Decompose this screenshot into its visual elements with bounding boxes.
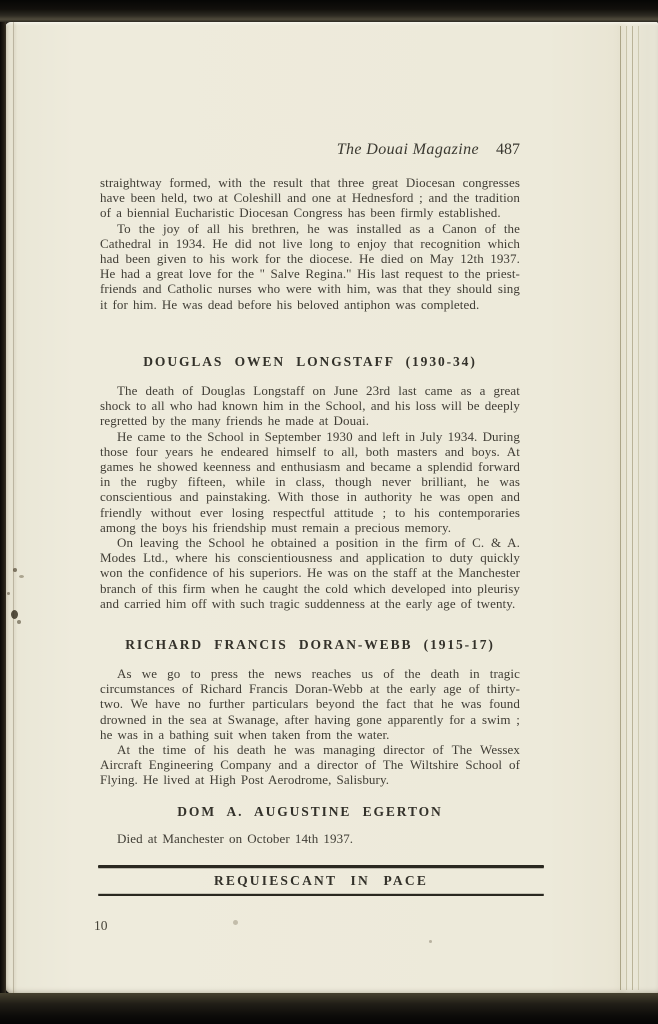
foxing-spot: [429, 940, 432, 943]
folio-number: 10: [94, 918, 108, 933]
foxing-spot: [19, 575, 24, 578]
obituary-longstaff-text: [100, 383, 520, 611]
obituary-egerton-text: [100, 831, 520, 846]
page-number: 487: [496, 141, 520, 158]
foxing-spot: [233, 920, 238, 925]
requiescant-text: REQUIESCANT IN PACE: [213, 872, 429, 888]
foxing-spot: [11, 610, 18, 619]
running-head: [100, 141, 520, 159]
fore-edge-page-line: [632, 26, 633, 990]
paragraph: To the joy of all his brethren, he was installed as a Canon of the Cathedral in 1934. He did not live long to enjoy that recognition which had been given to his work for the diocese. He died on May 12th 1937. He had a great love for the " Salve Regina." His last request to the priest-friends and Catholic nurses who were with him, was that they should sing it for him. He was dead before his beloved antiphon was completed.: [100, 220, 520, 312]
obituary-heading-longstaff: DOUGLAS OWEN LONGSTAFF (1930-34): [143, 354, 477, 369]
fore-edge-page-line: [626, 26, 627, 990]
fore-edge-page-line: [620, 26, 621, 990]
magazine-title: The Douai Magazine: [336, 141, 479, 158]
page-paper: [5, 22, 658, 994]
foxing-spot: [13, 568, 17, 572]
paragraph: straightway formed, with the result that three great Diocesan congresses have been held, two at Coleshill and one at Hednesford ; and the tradition of a biennial Eucharistic Diocesan Congress has been firmly established.: [100, 175, 520, 221]
paragraph: The death of Douglas Longstaff on June 23rd last came as a great shock to all who had known him in the School, and his loss will be deeply regretted by the many friends he made at Douai.: [100, 383, 520, 429]
book-cover-top-edge: [0, 0, 658, 23]
paragraph: He came to the School in September 1930 and left in July 1934. During those four years he endeared himself to all, both masters and boys. At games he showed keenness and enthusiasm and became a splendid forward in the rugby fifteen, while in class, though never brilliant, he was conscientious and painstaking. With those in authority he was open and friendly without ever losing respectful attitude ; to his contemporaries among the boys his friendship must remain a precious memory.: [100, 428, 520, 535]
foxing-spot: [7, 592, 10, 595]
book-cover-bottom-edge: [0, 993, 658, 1024]
rule-line-top: [98, 865, 544, 868]
obituary-continuation-text: [100, 175, 520, 312]
requiescant-banner: [98, 865, 544, 896]
foxing-spot: [17, 620, 21, 624]
obituary-heading-doran-webb: RICHARD FRANCIS DORAN-WEBB (1915-17): [125, 637, 495, 652]
paragraph: As we go to press the news reaches us of the death in tragic circumstances of Richard Francis Doran-Webb at the early age of thirty-two. We have no further particulars beyond the fact that he was found drowned in the sea at Swanage, after having gone apparently for a swim ; he was in a bathing suit when taken from the water.: [100, 666, 520, 742]
book-binding-left-edge: [0, 22, 6, 994]
obituary-doran-webb-text: [100, 666, 520, 788]
fore-edge-page-line: [638, 26, 639, 990]
obituary-heading-egerton: DOM A. AUGUSTINE EGERTON: [177, 804, 443, 819]
paragraph: Died at Manchester on October 14th 1937.: [117, 831, 354, 846]
paragraph: At the time of his death he was managing director of The Wessex Aircraft Engineering Company and a director of The Wiltshire School of Flying. He lived at High Post Aerodrome, Salisbury.: [100, 742, 520, 788]
gutter-crease: [13, 22, 14, 994]
rule-line-bottom: [98, 894, 544, 897]
paragraph: On leaving the School he obtained a position in the firm of C. & A. Modes Ltd., where his conscientiousness and application to duty quickly won the confidence of his superiors. He was on the staff at the Manchester branch of this firm when he caught the cold which developed into pleurisy and carried him off with such tragic suddenness at the early age of twenty.: [100, 535, 520, 611]
